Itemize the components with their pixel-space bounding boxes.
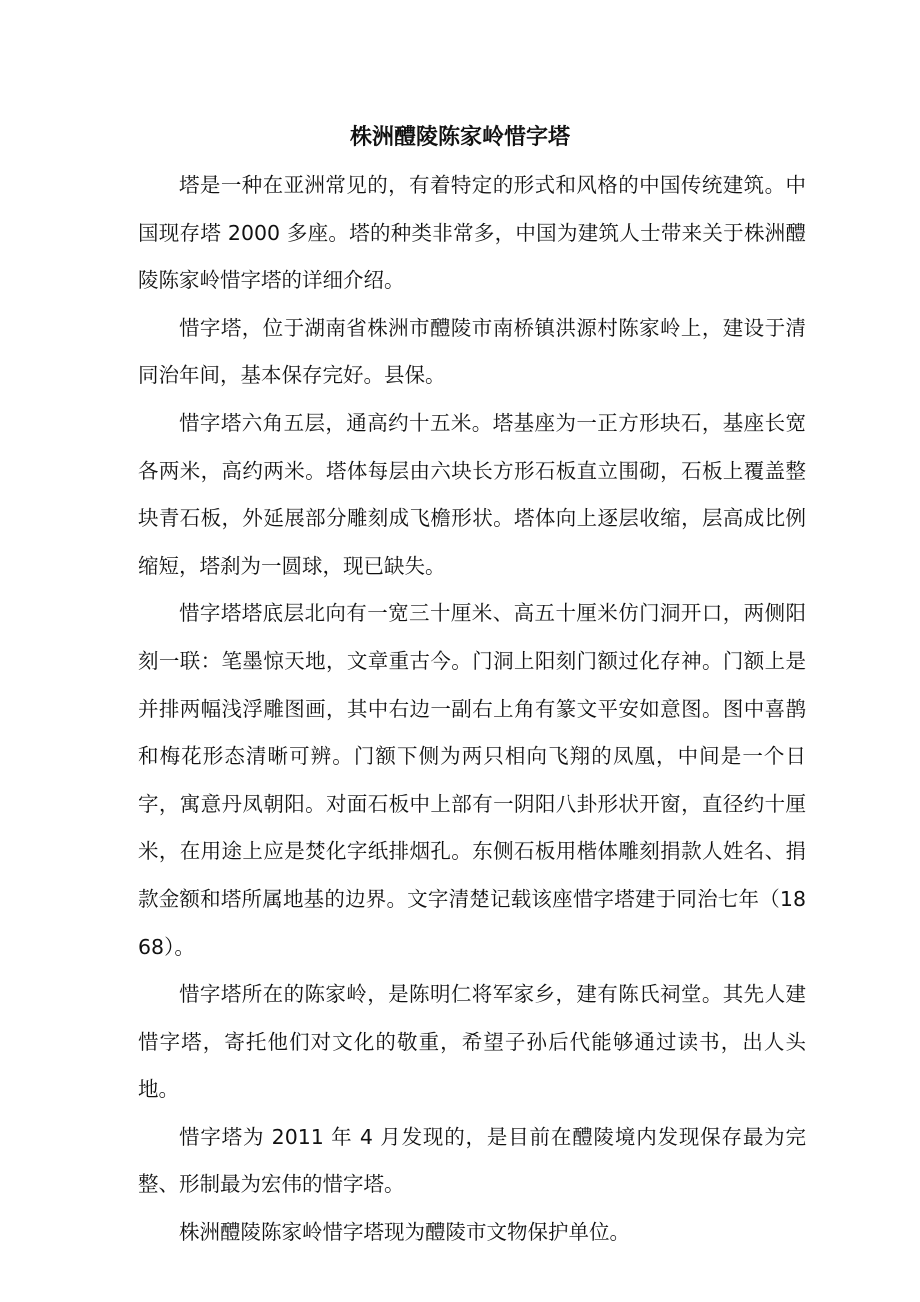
document-title: 株洲醴陵陈家岭惜字塔 xyxy=(349,125,570,150)
paragraph-discovery: 惜字塔为 2011 年 4 月发现的，是目前在醴陵境内发现保存最为完整、形制最为宏伟的惜字塔。 xyxy=(138,1124,806,1197)
paragraph-carvings: 惜字塔塔底层北向有一宽三十厘米、高五十厘米仿门洞开口，两侧阳刻一联：笔墨惊天地，文章重古今。门洞上阳刻门额过化存神。门额上是并排两幅浅浮雕图画，其中右边一副右上角有篆文平安如意图。图中喜鹊和梅花形态清晰可辨。门额下侧为两只相向飞翔的凤凰，中间是一个日字，寓意丹凤朝阳。对面石板中上部有一阴阳八卦形状开窗，直径约十厘米，在用途上应是焚化字纸排烟孔。东侧石板用楷体雕刻捐款人姓名、捐款金额和塔所属地基的边界。文字清楚记载该座惜字塔建于同治七年（1868）。 xyxy=(138,601,806,959)
document-body xyxy=(138,162,806,1257)
paragraph-history: 惜字塔所在的陈家岭，是陈明仁将军家乡，建有陈氏祠堂。其先人建惜字塔，寄托他们对文化的敬重，希望子孙后代能够通过读书，出人头地。 xyxy=(138,982,806,1102)
paragraph-location: 惜字塔，位于湖南省株洲市醴陵市南桥镇洪源村陈家岭上，建设于清同治年间，基本保存完好。县保。 xyxy=(138,315,806,388)
paragraph-intro: 塔是一种在亚洲常见的，有着特定的形式和风格的中国传统建筑。中国现存塔 2000 多座。塔的种类非常多，中国为建筑人士带来关于株洲醴陵陈家岭惜字塔的详细介绍。 xyxy=(138,173,806,293)
paragraph-structure: 惜字塔六角五层，通高约十五米。塔基座为一正方形块石，基座长宽各两米，高约两米。塔体每层由六块长方形石板直立围砌，石板上覆盖整块青石板，外延展部分雕刻成飞檐形状。塔体向上逐层收缩，层高成比例缩短，塔刹为一圆球，现已缺失。 xyxy=(138,410,806,578)
paragraph-protection: 株洲醴陵陈家岭惜字塔现为醴陵市文物保护单位。 xyxy=(179,1220,630,1245)
